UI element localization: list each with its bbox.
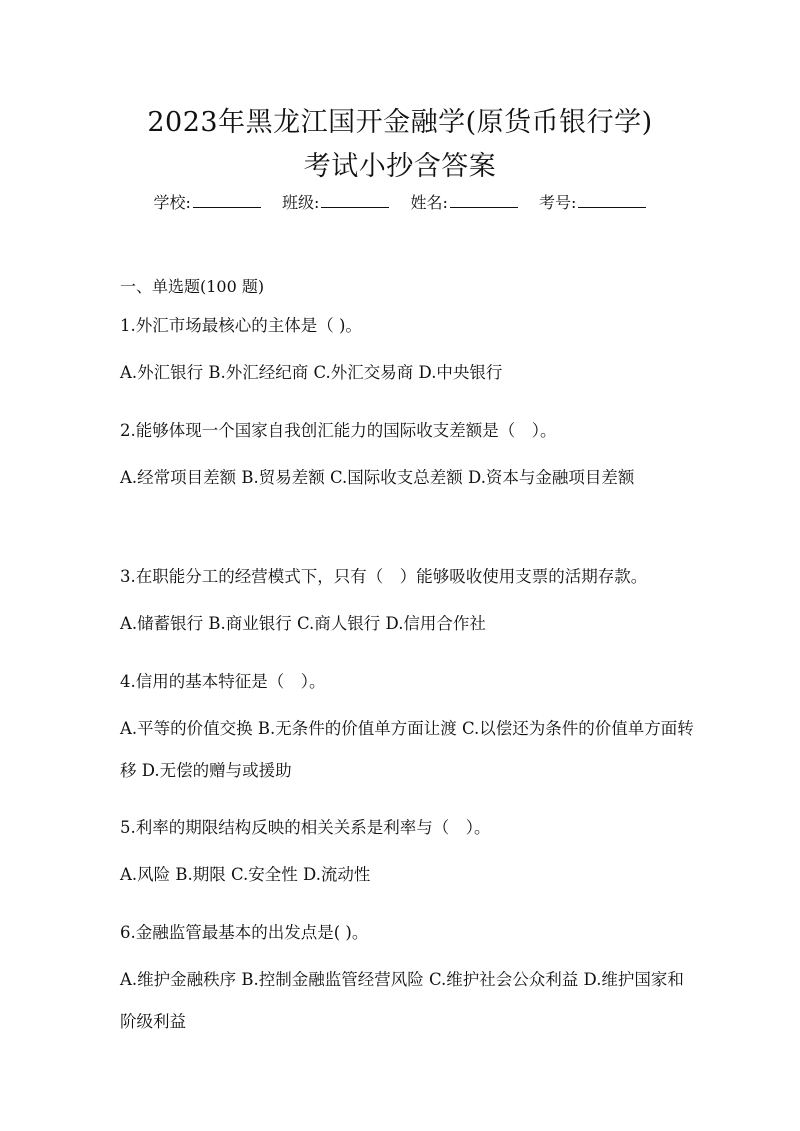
question-options: A.经常项目差额 B.贸易差额 C.国际收支总差额 D.资本与金融项目差额 — [120, 468, 635, 487]
question-2 — [120, 419, 700, 499]
school-blank — [193, 193, 261, 208]
question-6 — [120, 921, 700, 1043]
class-field — [282, 190, 389, 213]
document-title-line1: 2023年黑龙江国开金融学(原货币银行学) — [147, 107, 653, 138]
question-stem: 1.外汇市场最核心的主体是（ )。 — [120, 316, 362, 335]
question-3 — [120, 565, 700, 645]
school-label: 学校: — [153, 193, 191, 212]
question-stem: 3.在职能分工的经营模式下，只有（ ）能够吸收使用支票的活期存款。 — [120, 567, 648, 586]
question-options: A.平等的价值交换 B.无条件的价值单方面让渡 C.以偿还为条件的价值单方面转移 D.无偿的赠与或援助 — [120, 719, 694, 780]
class-label: 班级: — [282, 193, 320, 212]
question-options: A.维护金融秩序 B.控制金融监管经营风险 C.维护社会公众利益 D.维护国家和阶级利益 — [120, 970, 684, 1031]
class-blank — [321, 193, 389, 208]
question-options: A.风险 B.期限 C.安全性 D.流动性 — [120, 865, 371, 884]
question-stem: 6.金融监管最基本的出发点是( )。 — [120, 923, 369, 942]
exam-number-blank — [578, 193, 646, 208]
school-field — [154, 190, 261, 213]
question-4 — [120, 670, 700, 792]
question-stem: 4.信用的基本特征是（ ）。 — [120, 672, 326, 691]
question-options: A.储蓄银行 B.商业银行 C.商人银行 D.信用合作社 — [120, 614, 486, 633]
question-stem: 2.能够体现一个国家自我创汇能力的国际收支差额是（ ）。 — [120, 421, 557, 440]
question-options: A.外汇银行 B.外汇经纪商 C.外汇交易商 D.中央银行 — [120, 363, 503, 382]
question-5 — [120, 816, 700, 896]
question-1 — [120, 314, 700, 394]
document-title-line2: 考试小抄含答案 — [303, 151, 497, 182]
exam-number-label: 考号: — [539, 193, 577, 212]
student-info-fields — [0, 190, 800, 213]
section-heading: 一、单选题(100 题) — [120, 277, 265, 296]
name-blank — [450, 193, 518, 208]
name-field — [411, 190, 518, 213]
exam-number-field — [539, 190, 646, 213]
name-label: 姓名: — [410, 193, 448, 212]
question-stem: 5.利率的期限结构反映的相关关系是利率与（ ）。 — [120, 818, 491, 837]
